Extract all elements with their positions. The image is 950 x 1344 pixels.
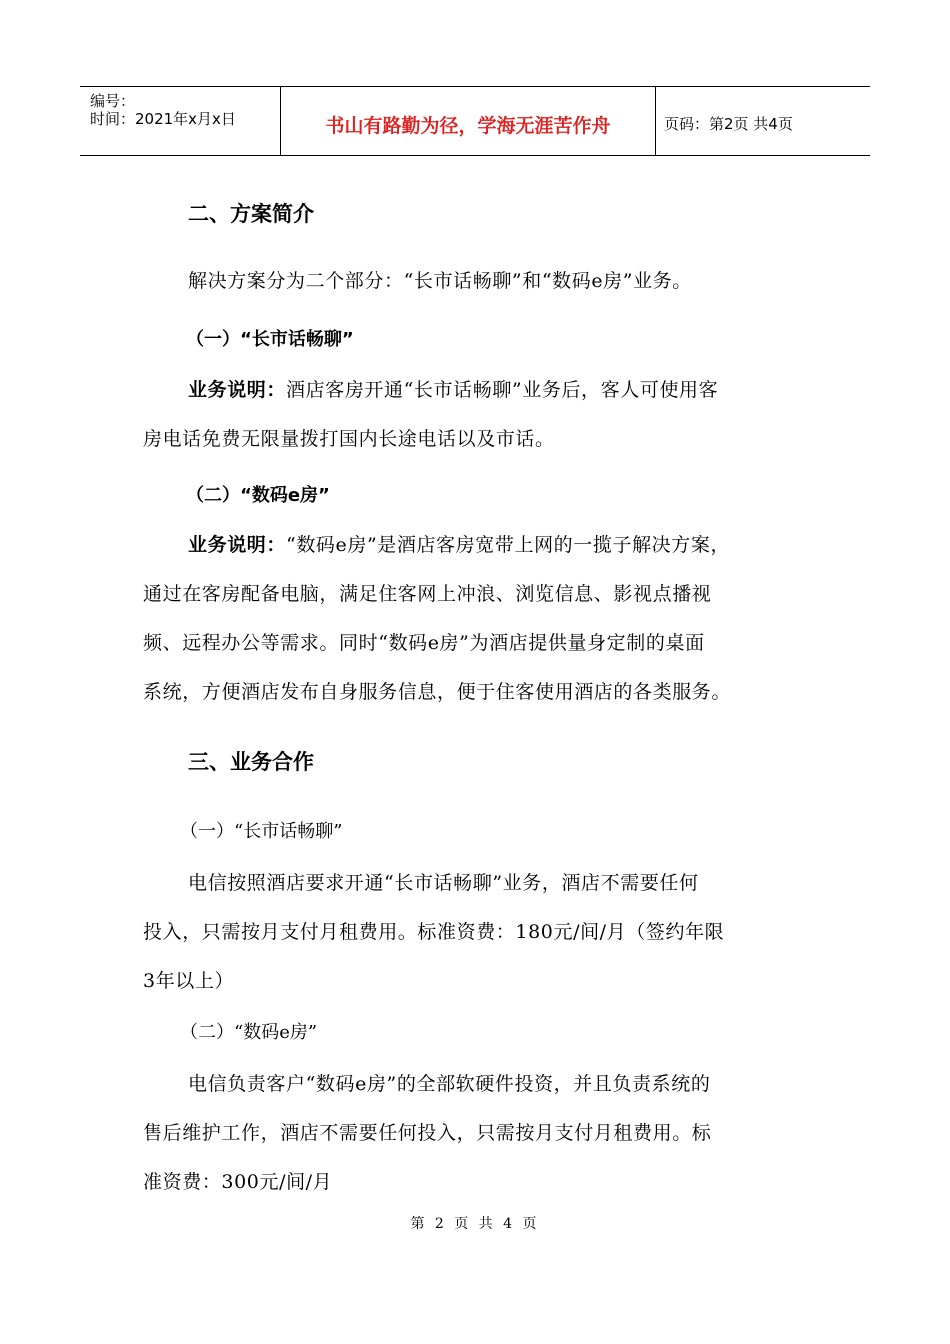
paragraph-line: 投入，只需按月支付月租费用。标准资费：180元/间/月（签约年限 — [143, 921, 725, 943]
paragraph-line: 电信按照酒店要求开通“长市话畅聊”业务，酒店不需要任何 — [188, 872, 699, 894]
document-date-label: 时间：2021年x月x日 — [90, 110, 236, 128]
paragraph-line: 频、远程办公等需求。同时“数码e房”为酒店提供量身定制的桌面 — [143, 632, 705, 654]
subsection-title-digital-room-coop: （二）“数码e房” — [180, 1022, 318, 1043]
subsection-title-call: （一）“长市话畅聊” — [186, 329, 354, 350]
section-title-overview: 二、方案简介 — [188, 202, 314, 226]
business-desc-label: 业务说明： — [188, 379, 287, 401]
subsection-title-digital-room: （二）“数码e房” — [186, 485, 330, 506]
paragraph-line: 电信负责客户“数码e房”的全部软硬件投资，并且负责系统的 — [188, 1073, 711, 1095]
subsection-title-call-coop: （一）“长市话畅聊” — [180, 821, 343, 842]
header-meta-cell — [80, 87, 280, 155]
business-desc-label: 业务说明： — [188, 534, 287, 556]
paragraph-line: 准资费：300元/间/月 — [143, 1171, 333, 1193]
page-header — [80, 86, 870, 156]
paragraph-line: 通过在客房配备电脑，满足住客网上冲浪、浏览信息、影视点播视 — [143, 583, 712, 605]
header-motto: 书山有路勤为径，学海无涯苦作舟 — [325, 115, 611, 137]
paragraph-line — [188, 530, 730, 557]
overview-intro: 解决方案分为二个部分：“长市话畅聊”和“数码e房”业务。 — [188, 270, 692, 292]
document-number-label: 编号： — [90, 92, 136, 110]
header-page-cell — [655, 87, 870, 155]
header-motto-cell — [280, 87, 656, 155]
page-footer: 第 2 页 共 4 页 — [410, 1216, 540, 1232]
paragraph-line: 系统，方便酒店发布自身服务信息，便于住客使用酒店的各类服务。 — [143, 681, 732, 703]
paragraph-line — [188, 375, 718, 402]
paragraph-line: 房电话免费无限量拨打国内长途电话以及市话。 — [143, 428, 555, 450]
paragraph-line: 3年以上） — [143, 970, 235, 992]
paragraph-line: 售后维护工作，酒店不需要任何投入，只需按月支付月租费用。标 — [143, 1122, 712, 1144]
section-title-cooperation: 三、业务合作 — [188, 750, 314, 774]
paragraph-text: “数码e房”是酒店客房宽带上网的一揽子解决方案， — [286, 534, 731, 556]
paragraph-text: 酒店客房开通“长市话畅聊”业务后，客人可使用客 — [286, 379, 719, 401]
header-page-info: 页码：第2页 共4页 — [664, 115, 793, 133]
